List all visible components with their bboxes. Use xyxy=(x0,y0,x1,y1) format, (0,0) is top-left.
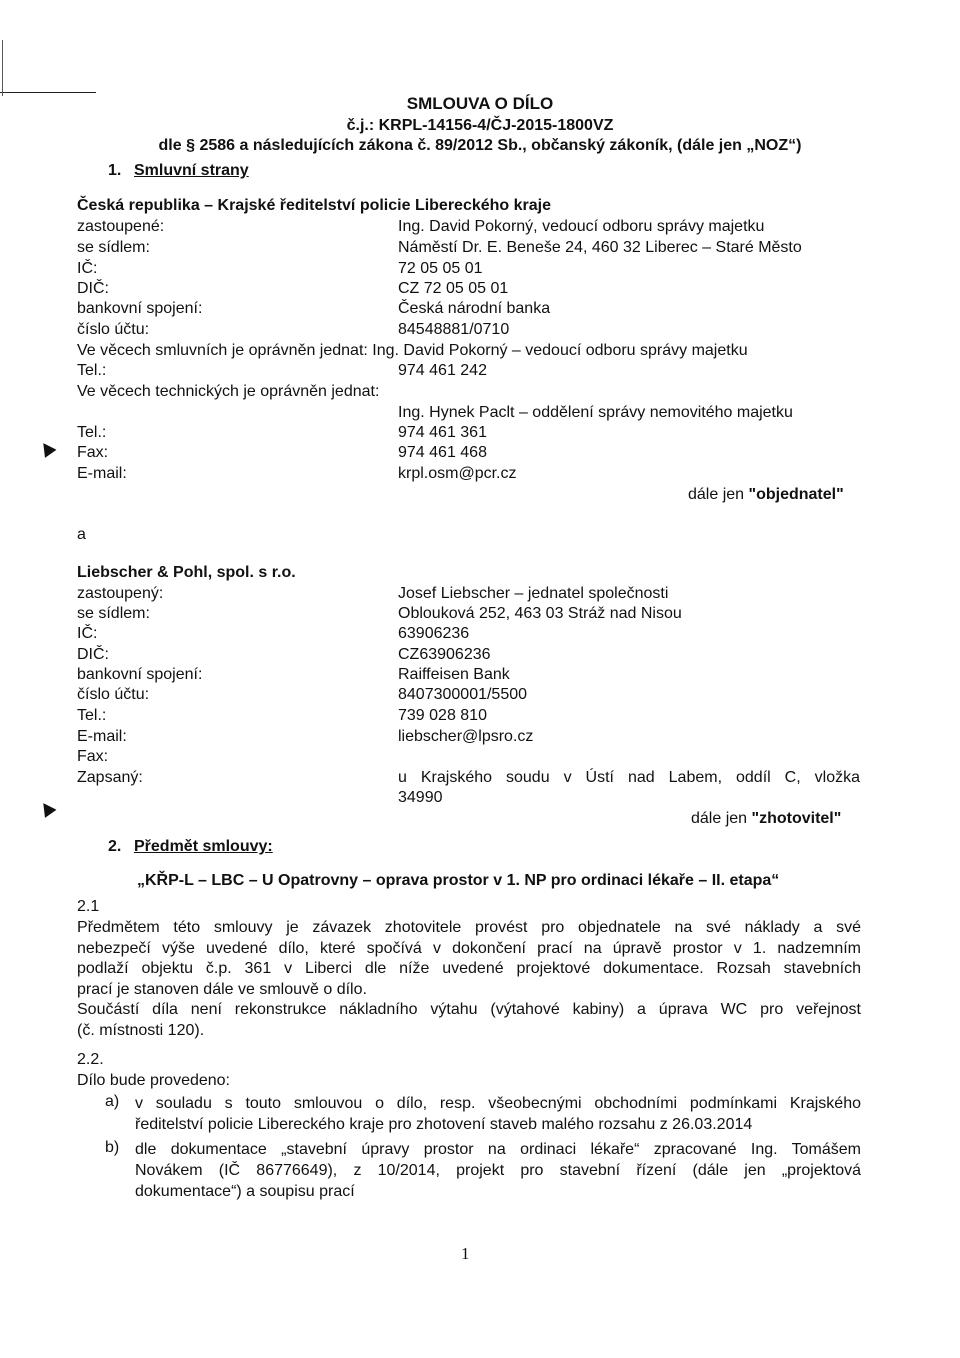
clause-line: Předmětem této smlouvy je závazek zhotovitele provést pro objednatele na své náklady a své xyxy=(77,919,861,936)
registered-value-cont: 34990 xyxy=(398,789,443,806)
party1-alias xyxy=(688,486,844,504)
party1-value: 84548881/0710 xyxy=(398,321,510,338)
registered-label: Zapsaný: xyxy=(77,769,143,786)
party1-value: CZ 72 05 05 01 xyxy=(398,280,509,297)
clause-line: prací je stanoven dále ve smlouvě o dílo. xyxy=(77,980,367,998)
punch-mark-icon xyxy=(38,439,57,458)
document-title: SMLOUVA O DÍLO xyxy=(406,94,554,113)
law-reference: dle § 2586 a následujících zákona č. 89/2012 Sb., občanský zákoník, (dále jen „NOZ“) xyxy=(158,137,802,154)
list-item-line: v souladu s touto smlouvou o dílo, resp. všeobecnými obchodními podmínkami Krajského xyxy=(135,1095,861,1112)
punch-mark-icon xyxy=(38,799,57,818)
party2-value: CZ63906236 xyxy=(398,646,491,663)
party1-label: zastoupené: xyxy=(77,218,165,235)
party2-label: E-mail: xyxy=(77,728,127,745)
party2-value: 63906236 xyxy=(398,625,470,642)
list-item-line: Novákem (IČ 86776649), z 10/2014, projekt pro stavební řízení (dále jen „projektová xyxy=(135,1162,861,1179)
party2-value: 739 028 810 xyxy=(398,707,487,724)
party2-label: se sídlem: xyxy=(77,605,150,622)
party1-label: číslo účtu: xyxy=(77,321,150,338)
party2-value: Josef Liebscher – jednatel společnosti xyxy=(398,585,669,602)
scan-edge-tick xyxy=(2,40,3,96)
tel-value: 974 461 361 xyxy=(398,424,487,441)
section-2-number: 2. xyxy=(108,838,122,855)
party2-label: zastoupený: xyxy=(77,585,164,602)
party2-name: Liebscher & Pohl, spol. s r.o. xyxy=(77,564,296,581)
party1-value: Česká národní banka xyxy=(398,300,551,317)
conjunction: a xyxy=(77,526,86,543)
party2-value: Oblouková 252, 463 03 Stráž nad Nisou xyxy=(398,605,682,622)
list-item-line: ředitelství policie Libereckého kraje pro zhotovení staveb malého rozsahu z 26.03.2014 xyxy=(135,1116,753,1133)
party1-label: bankovní spojení: xyxy=(77,300,203,317)
alias-name: "zhotovitel" xyxy=(751,810,842,827)
clause-2-2-intro: Dílo bude provedeno: xyxy=(77,1072,230,1089)
party1-label: DIČ: xyxy=(77,280,109,297)
party1-label: IČ: xyxy=(77,260,98,277)
party1-value: Ing. David Pokorný, vedoucí odboru správy majetku xyxy=(398,218,765,235)
email-value: krpl.osm@pcr.cz xyxy=(398,465,517,482)
party1-value: Náměstí Dr. E. Beneše 24, 460 32 Liberec – Staré Město xyxy=(398,239,802,256)
party2-value: Raiffeisen Bank xyxy=(398,666,510,683)
party2-label: bankovní spojení: xyxy=(77,666,203,683)
clause-line: Součástí díla není rekonstrukce nákladního výtahu (výtahové kabiny) a úprava WC pro veřejnost xyxy=(77,1001,861,1018)
reference-number: č.j.: KRPL-14156-4/ČJ-2015-1800VZ xyxy=(346,117,614,134)
party1-name: Česká republika – Krajské ředitelství policie Libereckého kraje xyxy=(77,197,552,214)
list-item-label: a) xyxy=(105,1093,120,1110)
party2-value: liebscher@lpsro.cz xyxy=(398,728,534,745)
alias-prefix: dále jen xyxy=(691,810,752,827)
party1-value: 72 05 05 01 xyxy=(398,260,483,277)
party2-label: Fax: xyxy=(77,748,109,765)
list-item-line: dle dokumentace „stavební úpravy prostor na ordinaci lékaře“ zpracované Ing. Tomášem xyxy=(135,1141,861,1158)
contract-subject: „KŘP-L – LBC – U Opatrovny – oprava prostor v 1. NP pro ordinaci lékaře – II. etapa“ xyxy=(137,872,780,889)
alias-name: "objednatel" xyxy=(748,486,844,503)
party1-label: se sídlem: xyxy=(77,239,150,256)
clause-line: (č. místnosti 120). xyxy=(77,1021,205,1039)
registered-value: u Krajského soudu v Ústí nad Labem, oddíl C, vložka xyxy=(398,769,860,786)
clause-line: nebezpečí výše uvedené dílo, které spočívá v dokončení prací na úpravě prostor v 1. nadzemním xyxy=(77,939,861,957)
section-1-number: 1. xyxy=(108,162,122,179)
fax-value: 974 461 468 xyxy=(398,444,487,461)
party2-label: Tel.: xyxy=(77,707,107,724)
alias-prefix: dále jen xyxy=(688,486,749,503)
party2-alias xyxy=(691,810,841,828)
section-1-title: Smluvní strany xyxy=(134,162,249,179)
clause-2-1-text xyxy=(77,918,861,1041)
section-2-title: Předmět smlouvy: xyxy=(134,838,273,855)
clause-2-1-number: 2.1 xyxy=(77,898,100,915)
party2-label: IČ: xyxy=(77,625,98,642)
fax-label: Fax: xyxy=(77,444,109,461)
tel-label: Tel.: xyxy=(77,362,107,379)
list-item-label: b) xyxy=(105,1139,120,1156)
clause-line: podlaží objektu č.p. 361 v Liberci dle níže uvedené projektové dokumentace. Rozsah stavebních xyxy=(77,960,861,977)
scan-edge-line xyxy=(0,92,96,93)
tel-value: 974 461 242 xyxy=(398,362,487,379)
list-item-text xyxy=(135,1093,861,1135)
list-item-text xyxy=(135,1139,861,1202)
party2-label: DIČ: xyxy=(77,646,109,663)
tel-label: Tel.: xyxy=(77,424,107,441)
list-item-line: dokumentace“) a soupisu prací xyxy=(135,1183,355,1200)
clause-2-2-number: 2.2. xyxy=(77,1051,104,1068)
page-number: 1 xyxy=(461,1244,470,1263)
party2-label: číslo účtu: xyxy=(77,686,150,703)
party2-value: 8407300001/5500 xyxy=(398,686,528,703)
technical-representative: Ing. Hynek Paclt – oddělení správy nemovitého majetku xyxy=(398,404,793,421)
contract-representative: Ve věcech smluvních je oprávněn jednat: Ing. David Pokorný – vedoucí odboru správy majetku xyxy=(77,342,748,359)
email-label: E-mail: xyxy=(77,465,127,482)
technical-rep-label: Ve věcech technických je oprávněn jednat: xyxy=(77,383,380,400)
